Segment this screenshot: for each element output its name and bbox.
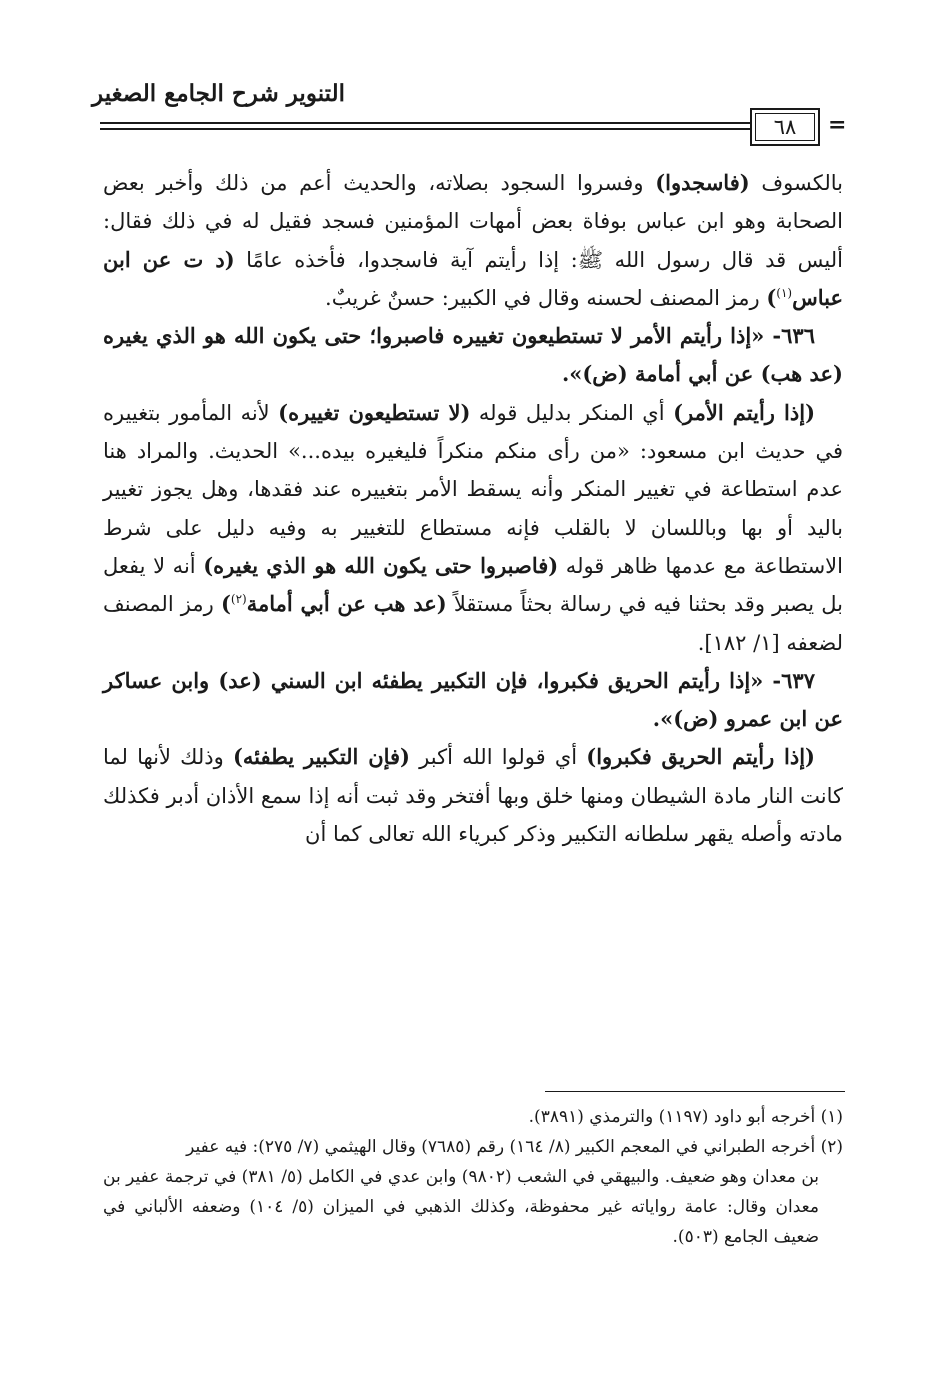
footnote-1: (١) أخرجه أبو داود (١١٩٧) والترمذي (٣٨٩١). xyxy=(528,1107,843,1127)
footnote-ref-1[interactable]: (١) xyxy=(776,285,793,300)
page-number: ٦٨ xyxy=(750,108,820,146)
header-rule-bottom xyxy=(100,128,750,130)
paragraph-2: (إذا رأيتم الأمر) أي المنكر بدليل قوله (لا تستطيعون تغييره) لأنه المأمور بتغييره في حديث ابن مسعود: «من رأى منكم منكراً فليغيره بيده...» الحديث. والمراد هنا عدم استطاعة في تغيير المنكر وأنه يسقط الأمر بتغييره عند فقدها، وهل يجوز تغيير باليد أو بها وباللسان لا بالقلب فإنه مستطاع للتغيير به وفيه دليل على شرط الاستطاعة مع عدمها ظاهر قوله (فاصبروا حتى يكون الله هو الذي يغيره) أنه لا يفعل بل يصبر وقد بحثنا فيه في رسالة بحثاً مستقلاً (عد هب عن أبي أمامة$^{(٢)}$) رمز المصنف لضعفه [١/ ١٨٢]. xyxy=(103,399,843,655)
footnotes xyxy=(103,1102,843,1252)
hadith-637 xyxy=(103,662,843,739)
source-ref: (د ت عن ابن عباس xyxy=(103,246,843,310)
header-rule-top xyxy=(100,122,750,124)
page-header xyxy=(92,74,847,154)
bold-term: (فاسجدوا) xyxy=(655,170,750,195)
hadith-637-text: ٦٣٧- «إذا رأيتم الحريق فكبروا، فإن التكبير يطفئه ابن السني (عد) وابن عساكر عن ابن عمرو (ض)». xyxy=(103,667,843,732)
source-ref: (عد هب عن أبي أمامة xyxy=(246,591,447,617)
footnote-2-continued: بن معدان وهو ضعيف. والبيهقي في الشعب (٩٨٠٢) وابن عدي في الكامل (٥/ ٣٨١) في ترجمة عفير بن معدان وقال: عامة رواياته غير محفوظة، وكذلك الذهبي في الميزان (٥/ ١٠٤) وضعفه الألباني في ضعيف الجامع (٥٠٣). xyxy=(103,1167,820,1247)
bold-term: (إذا رأيتم الحريق فكبروا) xyxy=(586,744,815,770)
main-text xyxy=(103,164,843,853)
hadith-636 xyxy=(103,317,843,394)
edge-mark: = xyxy=(828,112,847,138)
bold-term: (فإن التكبير يطفئه) xyxy=(232,744,410,770)
hadith-636-text: ٦٣٦- «إذا رأيتم الأمر لا تستطيعون تغييره فاصبروا؛ حتى يكون الله هو الذي يغيره (عد هب) عن أبي أمامة (ض)». xyxy=(103,323,843,387)
footnote-2: (٢) أخرجه الطبراني في المعجم الكبير (٨/ ١٦٤) رقم (٧٦٨٥) وقال الهيثمي (٧/ ٢٧٥): فيه عفير xyxy=(186,1137,843,1157)
bold-term: (لا تستطيعون تغييره) xyxy=(278,399,471,425)
book-title: التنوير شرح الجامع الصغير xyxy=(92,80,345,107)
bold-term: (إذا رأيتم الأمر) xyxy=(673,399,816,425)
footnote-ref-2[interactable]: (٢) xyxy=(230,592,247,607)
footnote-separator xyxy=(545,1091,845,1092)
paragraph-1: بالكسوف (فاسجدوا) وفسروا السجود بصلاته، والحديث أعم من ذلك وأخبر بعض الصحابة وهو ابن عباس بوفاة بعض أمهات المؤمنين فسجد فقيل له في ذلك فقال: أليس قد قال رسول الله ﷺ: إذا رأيتم آية فاسجدوا، فأخذه عامًا (د ت عن ابن عباس$^{(١)}$) رمز المصنف لحسنه وقال في الكبير: حسنٌ غريبٌ. xyxy=(103,170,844,310)
paragraph-3: (إذا رأيتم الحريق فكبروا) أي قولوا الله أكبر (فإن التكبير يطفئه) وذلك لأنها لما كانت النار مادة الشيطان ومنها خلق وبها أفتخر وقد ثبت أنه إذا سمع الأذان أدبر فكذلك مادته وأصله يقهر سلطانه التكبير وذكر كبرياء الله تعالى كما أن xyxy=(103,744,843,847)
bold-term: (فاصبروا حتى يكون الله هو الذي يغيره) xyxy=(203,552,559,578)
